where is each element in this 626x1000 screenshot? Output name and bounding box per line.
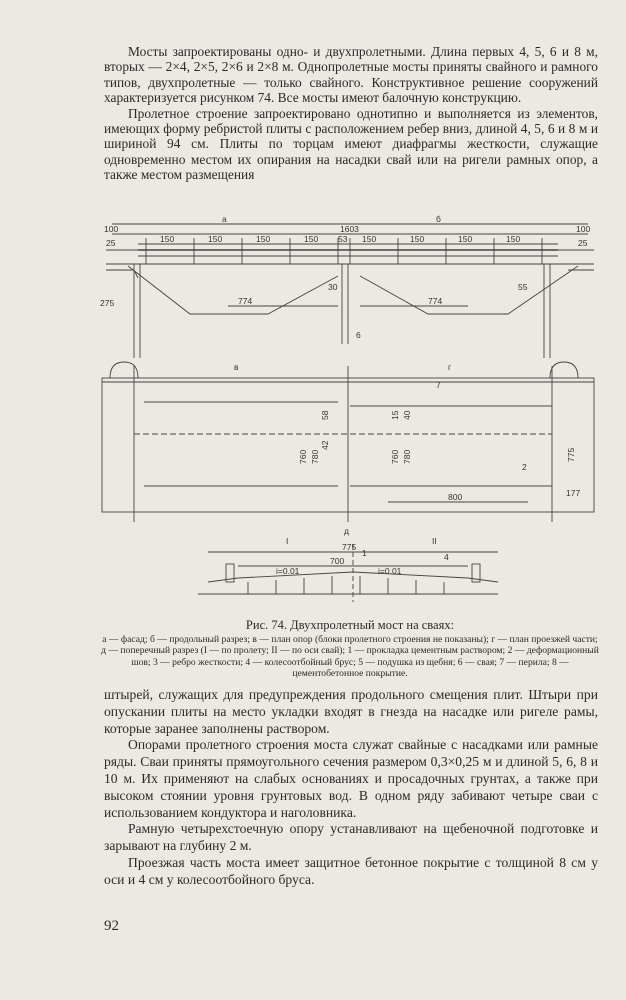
- body-text-bottom: [104, 687, 598, 889]
- dim-177: 177: [566, 488, 581, 498]
- slope-right: i=0.01: [378, 566, 402, 576]
- paragraph: штырей, служащих для предупреждения продольного смещения плит. Штыри при опускании плиты на место укладки входят в гнезда на насадке или ригеле рамы, которые заранее заполнены раствором.: [104, 687, 598, 736]
- dim-150: 150: [506, 234, 521, 244]
- label-2: 2: [522, 462, 527, 472]
- dim-25-right: 25: [578, 238, 588, 248]
- dim-55: 55: [518, 282, 528, 292]
- paragraph: Рамную четырехстоечную опору устанавливают на щебеночной подготовке и зарывают на глубину 2 м.: [104, 821, 598, 854]
- label-b: б: [436, 214, 441, 224]
- pile-row: [134, 264, 550, 358]
- dim-150: 150: [304, 234, 319, 244]
- dim-700: 700: [330, 556, 345, 566]
- dim-800: 800: [448, 492, 463, 502]
- slope-left: i=0.01: [276, 566, 300, 576]
- paragraph: Пролетное строение запроектировано однотипно и выполняется из элементов, имеющих форму ребристой плиты с расположением ребер вниз, длиной 4, 5, 6 и 8 м и шириной 94 см. Плиты по торцам имеют диафрагмы жесткости, служащие одновременно местом их опирания на насадки свай или на ригели рамных опор, а также местом размещения: [104, 105, 598, 183]
- ground-profile-right: [360, 266, 578, 314]
- label-g: г: [448, 362, 452, 372]
- label-v: в: [234, 362, 239, 372]
- dim-760: 760: [390, 449, 400, 464]
- dim-775: 775: [566, 447, 576, 462]
- dim-774-right: 774: [428, 296, 443, 306]
- dim-40: 40: [402, 410, 412, 420]
- dim-780: 780: [402, 449, 412, 464]
- label-one: I: [286, 536, 289, 546]
- dim-30: 30: [328, 282, 338, 292]
- label-a: а: [222, 214, 227, 224]
- dim-100-right: 100: [576, 224, 591, 234]
- page-number: 92: [104, 918, 119, 934]
- dim-275: 275: [100, 298, 115, 308]
- dim-150: 150: [256, 234, 271, 244]
- slab-ribs: [248, 576, 444, 594]
- dim-775-cross: 775: [342, 542, 357, 552]
- label-7: 7: [436, 380, 441, 390]
- dim-1603: 1603: [340, 224, 359, 234]
- paragraph: Мосты запроектированы одно- и двухпролетными. Длина первых 4, 5, 6 и 8 м, вторых — 2×4, 2×5, 2×6 и 2×8 м. Однопролетные мосты приняты свайного и рамного типов, двухпролетные — только свайного. Конструктивное решение сооружений характеризуется рисунком 74. Все мосты имеют балочную конструкцию.: [104, 44, 598, 106]
- dim-150: 150: [208, 234, 223, 244]
- label-4: 4: [444, 552, 449, 562]
- ground-profile-left: [128, 266, 338, 314]
- label-d: д: [344, 526, 349, 536]
- dim-150: 150: [458, 234, 473, 244]
- dim-58: 58: [320, 410, 330, 420]
- caption-legend: а — фасад; б — продольный разрез; в — план опор (блоки пролетного строения не показаны); г — план проезжей части; д — поперечный разрез (I — по пролету; II — по оси свай); 1 — прокладка цементным раствором; 2 — деформационный шов; 3 — ребро жесткости; 4 — колесоотбойный брус; 5 — подушка из щебня; 6 — свая; 7 — перила; 8 — цементобетонное покрытие.: [101, 634, 599, 680]
- dim-150: 150: [160, 234, 175, 244]
- dim-25-left: 25: [106, 238, 116, 248]
- dim-15: 15: [390, 410, 400, 420]
- body-text-top: [104, 44, 598, 183]
- label-6: 6: [356, 330, 361, 340]
- paragraph: Опорами пролетного строения моста служат свайные с насадками или рамные ряды. Сваи приняты прямоугольного сечения размером 0,3×0,25 м и длиной 5, 6, 8 и 10 м. Их применяют на слабых основаниях и просадочных грунтах, а также при высоком стоянии уровня грунтовых вод. В одном ряду забивают четыре сваи с использованием кондуктора и наголовника.: [104, 737, 598, 820]
- paragraph: Проезжая часть моста имеет защитное бетонное покрытие с толщиной 8 см у оси и 4 см у колесоотбойного бруса.: [104, 854, 598, 887]
- label-two: II: [432, 536, 437, 546]
- dim-760: 760: [298, 449, 308, 464]
- dim-100-left: 100: [104, 224, 119, 234]
- bridge-drawing-figure: [98, 206, 606, 608]
- dim-774-left: 774: [238, 296, 253, 306]
- label-1: 1: [362, 548, 367, 558]
- abutment-right: [550, 362, 578, 378]
- caption-title: Рис. 74. Двухпролетный мост на сваях:: [245, 618, 455, 632]
- figure-caption: [100, 618, 600, 680]
- dim-42: 42: [320, 440, 330, 450]
- dim-53: 53: [338, 234, 348, 244]
- dim-780: 780: [310, 449, 320, 464]
- dim-150: 150: [410, 234, 425, 244]
- dim-150: 150: [362, 234, 377, 244]
